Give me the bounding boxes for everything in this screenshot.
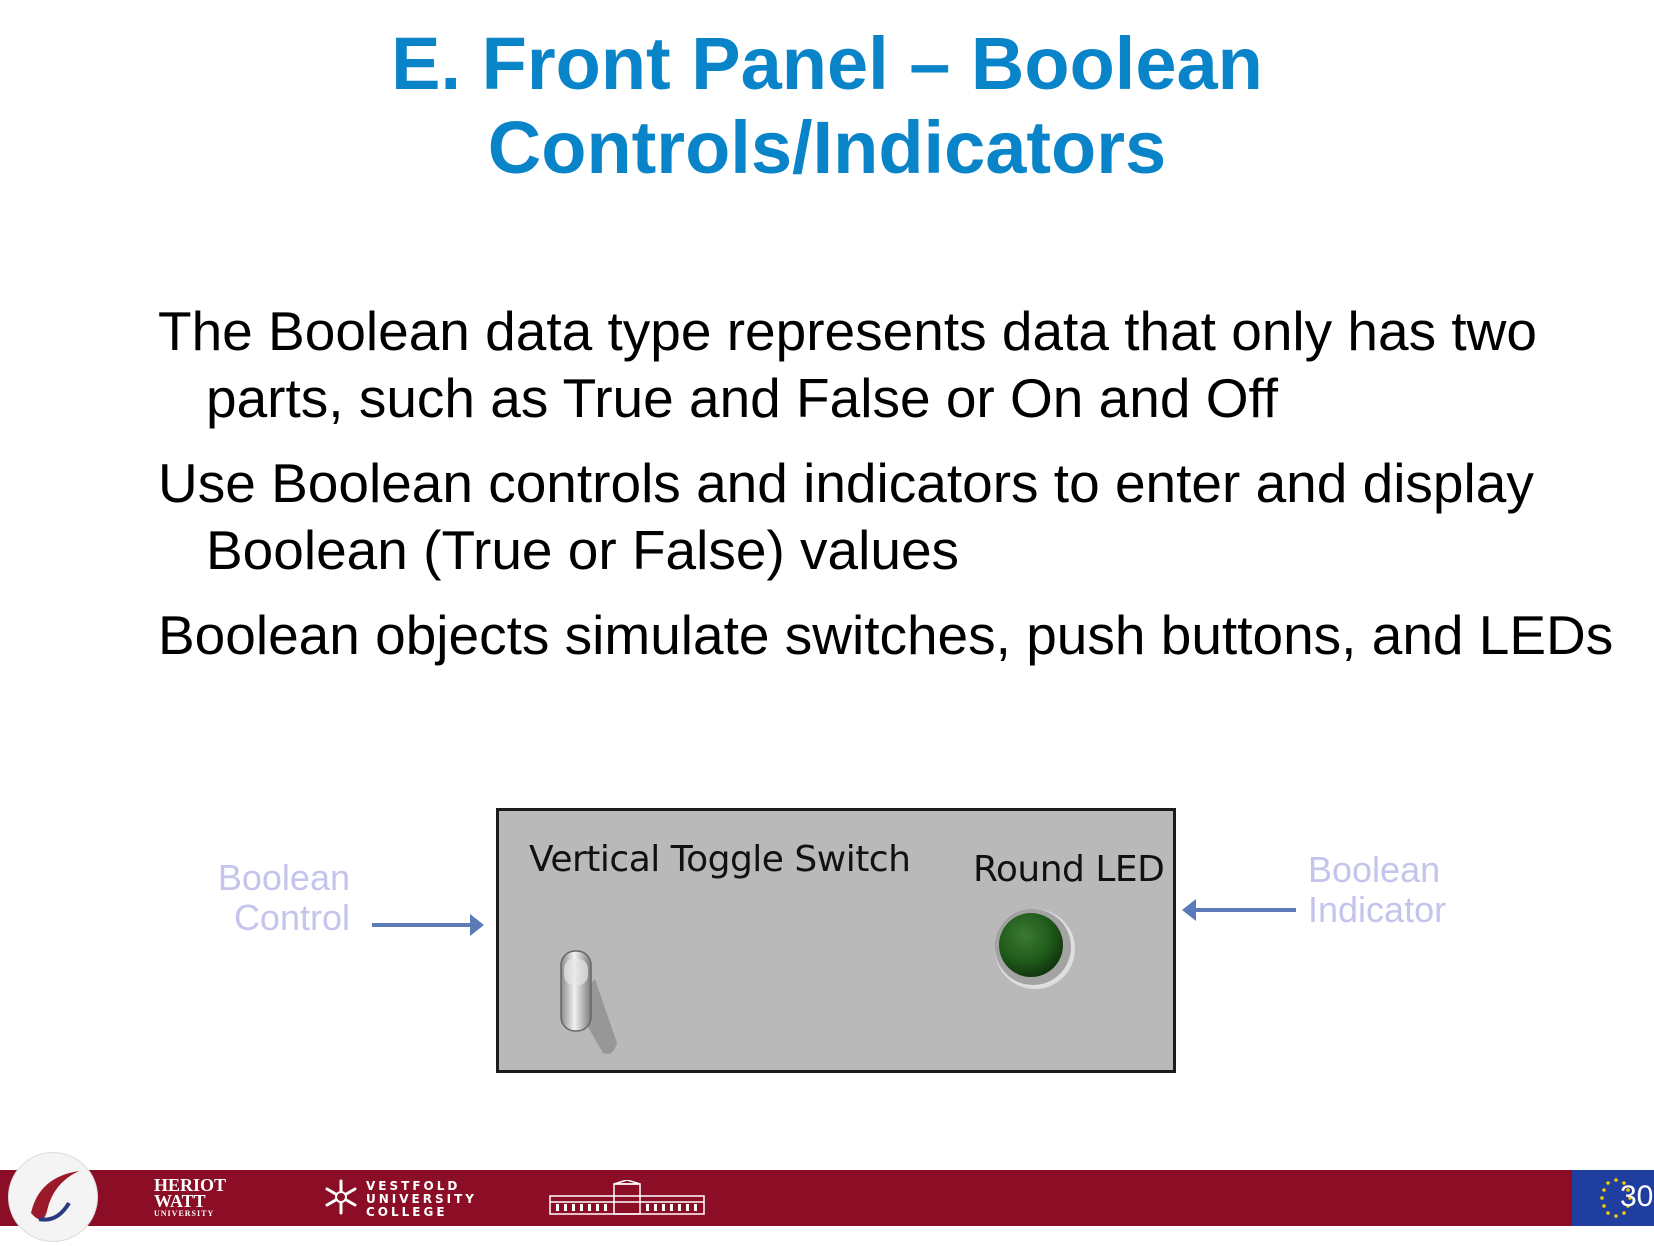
footer-bar: [0, 1170, 1654, 1226]
snowflake-icon: [322, 1178, 360, 1216]
bullet-item: The Boolean data type represents data that only has two parts, such as True and False or On and Off: [158, 300, 1537, 429]
bullet-item: Use Boolean controls and indicators to enter and display Boolean (True or False) values: [158, 452, 1534, 581]
title-line-1: E. Front Panel – Boolean: [391, 22, 1263, 105]
swirl-logo-icon: [9, 1153, 97, 1241]
logo-text: UNIVERSITY: [366, 1192, 477, 1206]
annotation-line: Boolean: [1308, 849, 1441, 890]
bullet-item: Boolean objects simulate switches, push buttons, and LEDs: [158, 604, 1614, 666]
front-panel-screenshot: [496, 808, 1176, 1073]
university-building-icon: [548, 1180, 706, 1218]
logo-text: VESTFOLD: [366, 1179, 461, 1193]
annotation-line: Boolean: [217, 857, 350, 898]
bullet-list: [158, 298, 1618, 687]
arrow-left-icon: [1182, 895, 1296, 925]
boolean-control-annotation: [190, 858, 350, 938]
annotation-line: Control: [233, 897, 350, 938]
toggle-switch-label: Vertical Toggle Switch: [529, 839, 911, 880]
heriot-watt-logo: [154, 1177, 226, 1219]
arrow-right-icon: [372, 910, 484, 940]
logo-text: COLLEGE: [366, 1205, 448, 1219]
title-line-2: Controls/Indicators: [487, 106, 1167, 189]
boolean-indicator-annotation: [1308, 850, 1446, 930]
page-number: 30: [1620, 1180, 1654, 1213]
logo-text: HERIOT: [154, 1175, 227, 1195]
annotation-line: Indicator: [1308, 889, 1447, 930]
vertical-toggle-switch-icon[interactable]: [551, 931, 631, 1061]
round-led-label: Round LED: [973, 849, 1165, 890]
logo-text: WATT: [154, 1191, 206, 1211]
vestfold-university-college-logo: [322, 1178, 477, 1219]
partner-logo: [8, 1152, 98, 1242]
round-led-icon: [989, 903, 1079, 993]
slide-title: [0, 22, 1654, 190]
logo-text: UNIVERSITY: [154, 1209, 215, 1218]
